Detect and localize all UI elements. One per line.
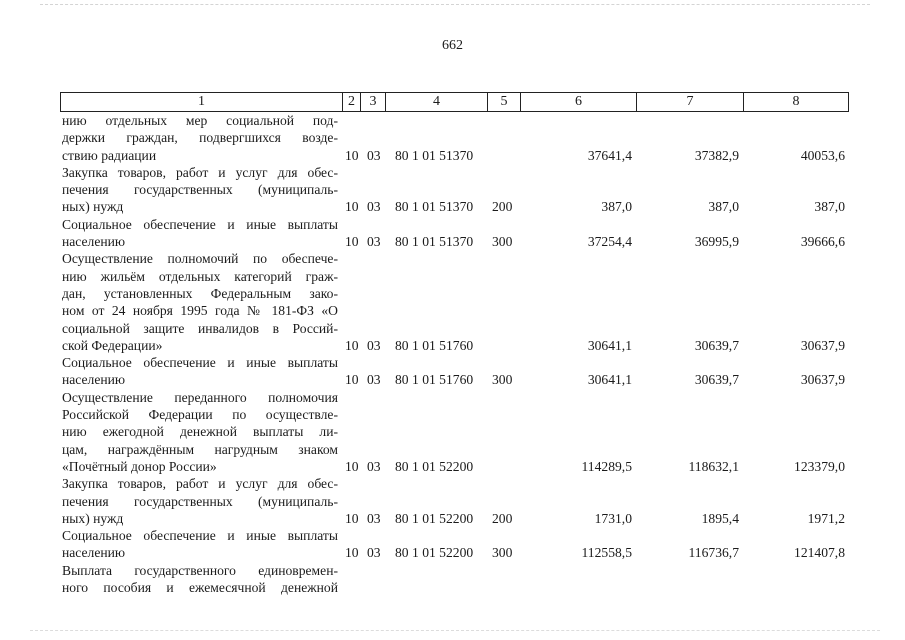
cell-c5: 300	[492, 545, 513, 561]
table-row	[0, 250, 905, 354]
row-text-line: ской Федерации»	[62, 337, 163, 353]
header-col-7: 7	[637, 93, 744, 111]
row-text-line: ного пособия и ежемесячной денежной	[62, 580, 338, 596]
cell-c7: 116736,7	[688, 545, 739, 561]
cell-c2: 10	[345, 372, 359, 388]
cell-c3: 03	[367, 510, 381, 526]
cell-c6: 112558,5	[581, 545, 632, 561]
cell-c6: 1731,0	[594, 510, 632, 526]
cell-c4: 80 1 01 52200	[395, 545, 474, 561]
cell-c7: 37382,9	[694, 147, 739, 163]
cell-c7: 387,0	[708, 199, 739, 215]
cell-c8: 30637,9	[800, 337, 845, 353]
table-row	[0, 389, 905, 475]
table-row	[0, 562, 905, 597]
cell-c3: 03	[367, 545, 381, 561]
table-body	[0, 112, 905, 596]
row-text-line: Осуществление полномочий по обеспече-	[62, 251, 338, 267]
cell-c7: 36995,9	[694, 234, 739, 250]
row-text-line: дан, установленных Федеральным зако-	[62, 285, 338, 301]
page-number: 662	[442, 38, 463, 53]
table-row	[0, 354, 905, 389]
row-text-line: ном от 24 ноября 1995 года № 181-ФЗ «О	[62, 303, 338, 319]
header-col-1: 1	[61, 93, 343, 111]
table-row	[0, 527, 905, 562]
row-text-line: ных) нужд	[62, 510, 124, 526]
table-row	[0, 112, 905, 164]
cell-c2: 10	[345, 199, 359, 215]
header-col-8: 8	[792, 94, 800, 109]
cell-c6: 37254,4	[587, 234, 632, 250]
cell-c6: 30641,1	[587, 372, 632, 388]
cell-c8: 40053,6	[800, 147, 845, 163]
header-col-5: 5	[488, 93, 521, 111]
header-col-4: 4	[386, 93, 488, 111]
row-text-line: ных) нужд	[62, 199, 124, 215]
cell-c3: 03	[367, 147, 381, 163]
cell-c3: 03	[367, 234, 381, 250]
cell-c3: 03	[367, 199, 381, 215]
cell-c4: 80 1 01 51370	[395, 234, 474, 250]
row-text-line: цам, награждённым нагрудным знаком	[62, 441, 338, 457]
row-text-line: Закупка товаров, работ и услуг для обес-	[62, 476, 338, 492]
cell-c6: 30641,1	[587, 337, 632, 353]
cell-c8: 123379,0	[794, 458, 845, 474]
cell-c4: 80 1 01 51370	[395, 147, 474, 163]
cell-c3: 03	[367, 372, 381, 388]
table-header	[60, 92, 849, 112]
cell-c7: 118632,1	[688, 458, 739, 474]
row-text-line: Социальное обеспечение и иные выплаты	[62, 216, 338, 232]
row-text-line: нию отдельных мер социальной под-	[62, 113, 338, 128]
row-text-line: населению	[62, 234, 126, 250]
cell-c6: 387,0	[601, 199, 632, 215]
cell-c7: 30639,7	[694, 372, 739, 388]
cell-c8: 121407,8	[794, 545, 845, 561]
row-text-line: населению	[62, 545, 126, 561]
cell-c8: 1971,2	[807, 510, 845, 526]
row-text-line: печения государственных (муниципаль-	[62, 493, 338, 509]
cell-c4: 80 1 01 52200	[395, 510, 474, 526]
row-text-line: социальной защите инвалидов в Россий-	[62, 320, 338, 336]
cell-c2: 10	[345, 234, 359, 250]
cell-c2: 10	[345, 337, 359, 353]
cell-c7: 1895,4	[701, 510, 739, 526]
scan-noise-top	[40, 4, 870, 5]
cell-c4: 80 1 01 51760	[395, 372, 474, 388]
cell-c6: 37641,4	[587, 147, 632, 163]
row-text-line: Российской Федерации по осуществле-	[62, 407, 338, 423]
table-row	[0, 164, 905, 216]
cell-c2: 10	[345, 147, 359, 163]
cell-c5: 200	[492, 199, 513, 215]
cell-c3: 03	[367, 337, 381, 353]
cell-c5: 300	[492, 372, 513, 388]
row-text-line: «Почётный донор России»	[62, 458, 217, 474]
row-text-line: Выплата государственного единовремен-	[62, 562, 338, 578]
row-text-line: нию жильём отдельных категорий граж-	[62, 268, 338, 284]
cell-c4: 80 1 01 52200	[395, 458, 474, 474]
cell-c2: 10	[345, 545, 359, 561]
scan-noise-bottom	[30, 630, 880, 631]
row-text-line: нию ежегодной денежной выплаты ли-	[62, 424, 338, 440]
cell-c7: 30639,7	[694, 337, 739, 353]
header-col-6: 6	[521, 93, 637, 111]
row-text-line: печения государственных (муниципаль-	[62, 182, 338, 198]
row-text-line: Социальное обеспечение и иные выплаты	[62, 528, 338, 544]
row-text-line: держки граждан, подвергшихся возде-	[62, 130, 338, 146]
header-col-2: 2	[343, 93, 361, 111]
cell-c8: 30637,9	[800, 372, 845, 388]
cell-c2: 10	[345, 510, 359, 526]
row-text-line: ствию радиации	[62, 147, 157, 163]
row-text-line: Закупка товаров, работ и услуг для обес-	[62, 164, 338, 180]
header-col-3: 3	[361, 93, 386, 111]
cell-c5: 300	[492, 234, 513, 250]
cell-c5: 200	[492, 510, 513, 526]
cell-c8: 39666,6	[800, 234, 845, 250]
cell-c4: 80 1 01 51370	[395, 199, 474, 215]
row-text-line: Социальное обеспечение и иные выплаты	[62, 355, 338, 371]
cell-c4: 80 1 01 51760	[395, 337, 474, 353]
table-row	[0, 216, 905, 251]
cell-c6: 114289,5	[581, 458, 632, 474]
row-text-line: населению	[62, 372, 126, 388]
cell-c3: 03	[367, 458, 381, 474]
cell-c2: 10	[345, 458, 359, 474]
table-row	[0, 475, 905, 527]
cell-c8: 387,0	[814, 199, 845, 215]
row-text-line: Осуществление переданного полномочия	[62, 389, 338, 405]
